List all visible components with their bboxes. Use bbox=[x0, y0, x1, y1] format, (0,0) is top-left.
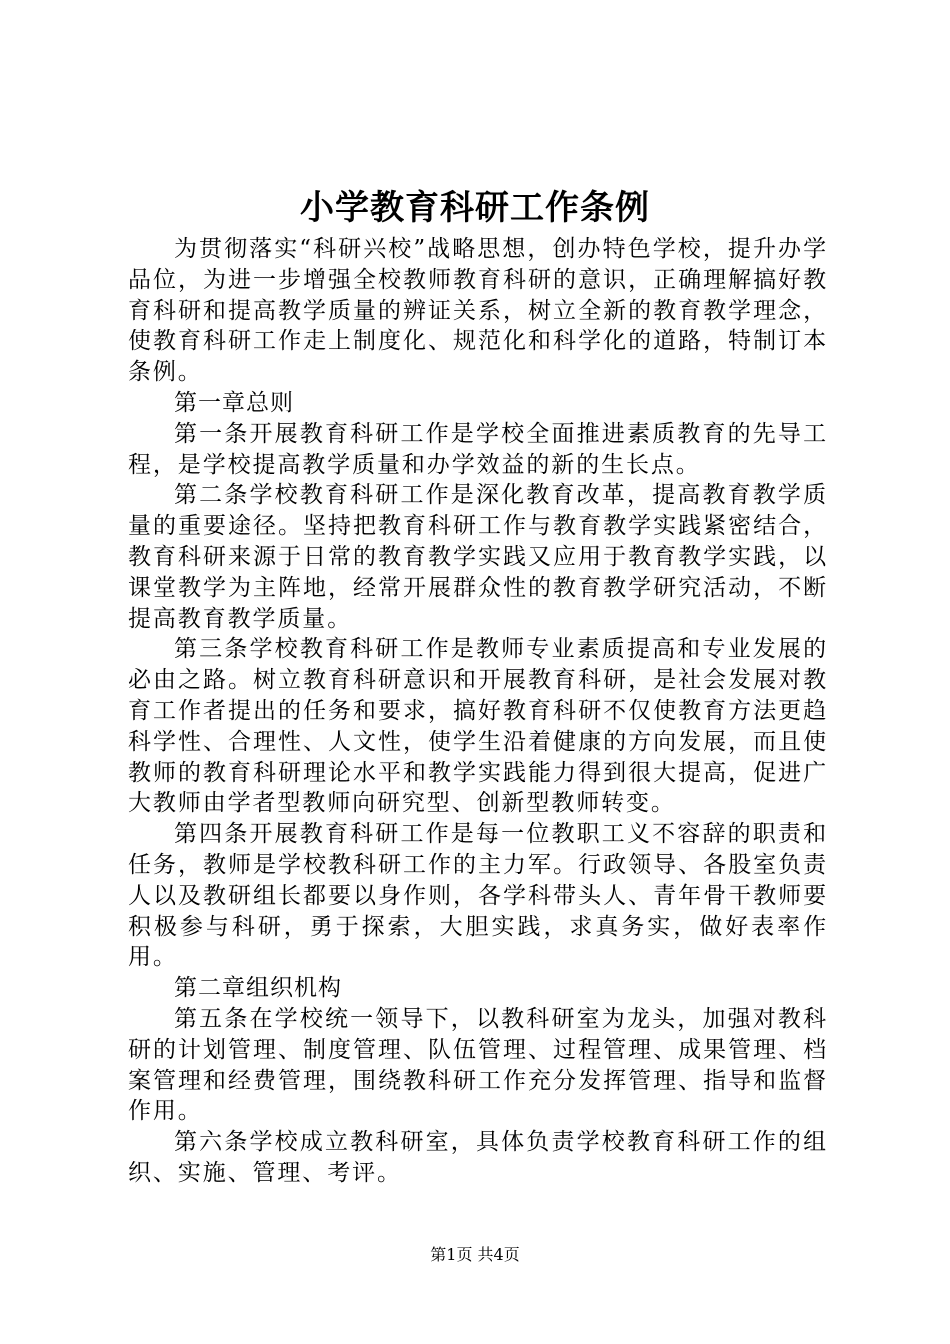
article-3-paragraph: 第三条学校教育科研工作是教师专业素质提高和专业发展的必由之路。树立教育科研意识和开展教育科研，是社会发展对教育工作者提出的任务和要求，搞好教育科研不仅使教育方法更趋科学性、合理性、人文性，使学生沿着健康的方向发展，而且使教师的教育科研理论水平和教学实践能力得到很大提高，促进广大教师由学者型教师向研究型、创新型教师转变。 bbox=[128, 636, 828, 817]
article-4-paragraph: 第四条开展教育科研工作是每一位教职工义不容辞的职责和任务，教师是学校教科研工作的主力军。行政领导、各股室负责人以及教研组长都要以身作则，各学科带头人、青年骨干教师要积极参与科研，勇于探索，大胆实践，求真务实，做好表率作用。 bbox=[128, 821, 828, 971]
document-title: 小学教育科研工作条例 bbox=[300, 188, 650, 228]
article-5-paragraph: 第五条在学校统一领导下，以教科研室为龙头，加强对教科研的计划管理、制度管理、队伍管理、过程管理、成果管理、档案管理和经费管理，围绕教科研工作充分发挥管理、指导和监督作用。 bbox=[128, 1005, 828, 1125]
chapter-heading-general: 第一章总则 bbox=[174, 389, 294, 416]
chapter-heading-organization: 第二章组织机构 bbox=[174, 975, 342, 1002]
article-1-paragraph: 第一条开展教育科研工作是学校全面推进素质教育的先导工程，是学校提高教学质量和办学效益的新的生长点。 bbox=[128, 420, 828, 478]
page-footer: 第1页 共4页 bbox=[430, 1245, 520, 1264]
document-body bbox=[128, 234, 828, 1189]
article-6-paragraph: 第六条学校成立教科研室，具体负责学校教育科研工作的组织、实施、管理、考评。 bbox=[128, 1129, 828, 1186]
intro-paragraph: 为贯彻落实“科研兴校”战略思想，创办特色学校，提升办学品位，为进一步增强全校教师教育科研的意识，正确理解搞好教育科研和提高教学质量的辨证关系，树立全新的教育教学理念，使教育科研工作走上制度化、规范化和科学化的道路，特制订本条例。 bbox=[128, 236, 828, 386]
article-2-paragraph: 第二条学校教育科研工作是深化教育改革，提高教育教学质量的重要途径。坚持把教育科研工作与教育教学实践紧密结合，教育科研来源于日常的教育教学实践又应用于教育教学实践，以课堂教学为主阵地，经常开展群众性的教育教学研究活动，不断提高教育教学质量。 bbox=[128, 482, 828, 632]
